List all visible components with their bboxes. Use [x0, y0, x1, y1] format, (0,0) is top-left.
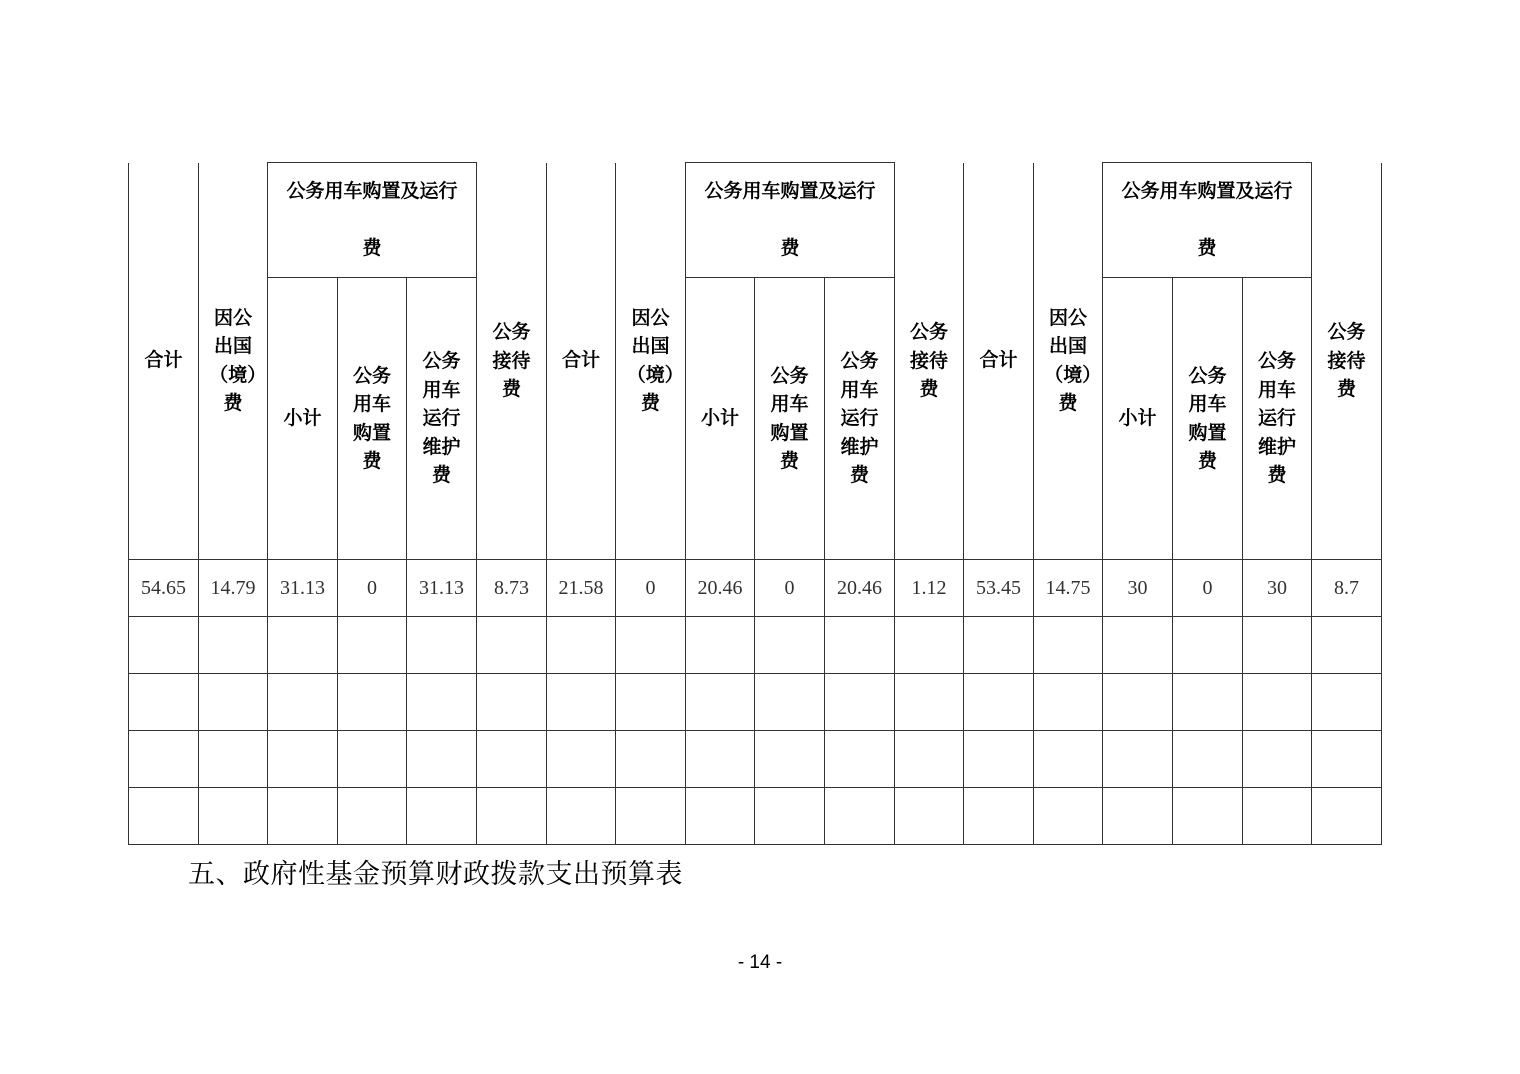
empty-cell — [1103, 674, 1173, 731]
empty-cell — [129, 788, 199, 845]
table-cell: 20.46 — [825, 560, 895, 617]
table-cell: 0 — [616, 560, 686, 617]
header-vehicle-group: 公务用车购置及运行费 — [1103, 163, 1312, 278]
empty-cell — [1312, 788, 1382, 845]
empty-cell — [686, 674, 755, 731]
header-total: 合计 — [129, 163, 199, 560]
table-cell: 8.73 — [477, 560, 547, 617]
header-total: 合计 — [547, 163, 616, 560]
empty-table-row — [129, 788, 1382, 845]
empty-cell — [825, 788, 895, 845]
empty-cell — [1173, 788, 1243, 845]
table-cell: 1.12 — [895, 560, 964, 617]
empty-cell — [1103, 788, 1173, 845]
empty-cell — [686, 788, 755, 845]
header-vehicle-purchase: 公务用车购置费 — [338, 278, 407, 560]
empty-cell — [1312, 617, 1382, 674]
empty-cell — [407, 674, 477, 731]
table-cell: 0 — [1173, 560, 1243, 617]
table-cell: 14.79 — [199, 560, 268, 617]
table-cell: 53.45 — [964, 560, 1034, 617]
empty-cell — [547, 674, 616, 731]
empty-cell — [755, 731, 825, 788]
empty-cell — [616, 731, 686, 788]
empty-cell — [547, 788, 616, 845]
empty-cell — [1312, 674, 1382, 731]
empty-cell — [964, 674, 1034, 731]
table-cell: 0 — [338, 560, 407, 617]
empty-cell — [895, 731, 964, 788]
header-subtotal: 小计 — [1103, 278, 1173, 560]
table-cell: 14.75 — [1034, 560, 1103, 617]
empty-cell — [268, 731, 338, 788]
empty-cell — [1173, 731, 1243, 788]
empty-table-row — [129, 731, 1382, 788]
header-subtotal: 小计 — [686, 278, 755, 560]
empty-cell — [1243, 788, 1312, 845]
header-abroad: 因公出国（境）费 — [199, 163, 268, 560]
empty-cell — [477, 674, 547, 731]
empty-cell — [407, 617, 477, 674]
empty-cell — [616, 617, 686, 674]
empty-cell — [407, 788, 477, 845]
empty-cell — [616, 788, 686, 845]
empty-cell — [1103, 731, 1173, 788]
table-cell: 30 — [1103, 560, 1173, 617]
table-row — [129, 560, 1382, 617]
budget-table — [128, 162, 1382, 845]
section-title: 五、政府性基金预算财政拨款支出预算表 — [188, 859, 683, 890]
empty-cell — [338, 617, 407, 674]
empty-cell — [616, 674, 686, 731]
header-abroad: 因公出国（境）费 — [1034, 163, 1103, 560]
empty-cell — [407, 731, 477, 788]
empty-cell — [477, 731, 547, 788]
empty-cell — [964, 731, 1034, 788]
header-vehicle-group: 公务用车购置及运行费 — [686, 163, 895, 278]
empty-cell — [1173, 617, 1243, 674]
empty-cell — [1243, 674, 1312, 731]
empty-cell — [755, 617, 825, 674]
header-total: 合计 — [964, 163, 1034, 560]
empty-cell — [1034, 731, 1103, 788]
table-cell: 54.65 — [129, 560, 199, 617]
empty-cell — [199, 788, 268, 845]
empty-cell — [1034, 788, 1103, 845]
empty-cell — [825, 674, 895, 731]
empty-cell — [1034, 674, 1103, 731]
header-subtotal: 小计 — [268, 278, 338, 560]
empty-cell — [895, 788, 964, 845]
empty-cell — [129, 617, 199, 674]
empty-cell — [1173, 674, 1243, 731]
empty-cell — [1103, 617, 1173, 674]
empty-cell — [547, 617, 616, 674]
empty-cell — [268, 674, 338, 731]
empty-cell — [129, 674, 199, 731]
header-vehicle-operation: 公务用车运行维护费 — [1243, 278, 1312, 560]
empty-cell — [338, 731, 407, 788]
budget-table-container — [128, 162, 1382, 845]
empty-cell — [825, 617, 895, 674]
page-number: - 14 - — [737, 952, 783, 973]
header-abroad: 因公出国（境）费 — [616, 163, 686, 560]
header-vehicle-purchase: 公务用车购置费 — [755, 278, 825, 560]
empty-cell — [268, 788, 338, 845]
empty-cell — [895, 617, 964, 674]
empty-table-row — [129, 617, 1382, 674]
header-reception: 公务接待费 — [1312, 163, 1382, 560]
empty-cell — [199, 731, 268, 788]
empty-cell — [338, 788, 407, 845]
empty-cell — [477, 617, 547, 674]
table-cell: 21.58 — [547, 560, 616, 617]
empty-cell — [755, 788, 825, 845]
empty-cell — [547, 731, 616, 788]
empty-cell — [964, 617, 1034, 674]
empty-cell — [1312, 731, 1382, 788]
empty-cell — [129, 731, 199, 788]
empty-cell — [895, 674, 964, 731]
empty-cell — [1034, 617, 1103, 674]
table-cell: 8.7 — [1312, 560, 1382, 617]
table-cell: 31.13 — [407, 560, 477, 617]
empty-cell — [686, 731, 755, 788]
empty-cell — [199, 617, 268, 674]
empty-cell — [268, 617, 338, 674]
header-reception: 公务接待费 — [477, 163, 547, 560]
empty-cell — [1243, 731, 1312, 788]
empty-cell — [755, 674, 825, 731]
header-vehicle-operation: 公务用车运行维护费 — [407, 278, 477, 560]
table-cell: 0 — [755, 560, 825, 617]
empty-cell — [964, 788, 1034, 845]
empty-cell — [338, 674, 407, 731]
empty-cell — [825, 731, 895, 788]
empty-cell — [477, 788, 547, 845]
header-vehicle-purchase: 公务用车购置费 — [1173, 278, 1243, 560]
empty-cell — [686, 617, 755, 674]
empty-table-row — [129, 674, 1382, 731]
header-vehicle-operation: 公务用车运行维护费 — [825, 278, 895, 560]
table-cell: 20.46 — [686, 560, 755, 617]
header-vehicle-group: 公务用车购置及运行费 — [268, 163, 477, 278]
empty-cell — [1243, 617, 1312, 674]
header-reception: 公务接待费 — [895, 163, 964, 560]
table-cell: 30 — [1243, 560, 1312, 617]
table-cell: 31.13 — [268, 560, 338, 617]
empty-cell — [199, 674, 268, 731]
